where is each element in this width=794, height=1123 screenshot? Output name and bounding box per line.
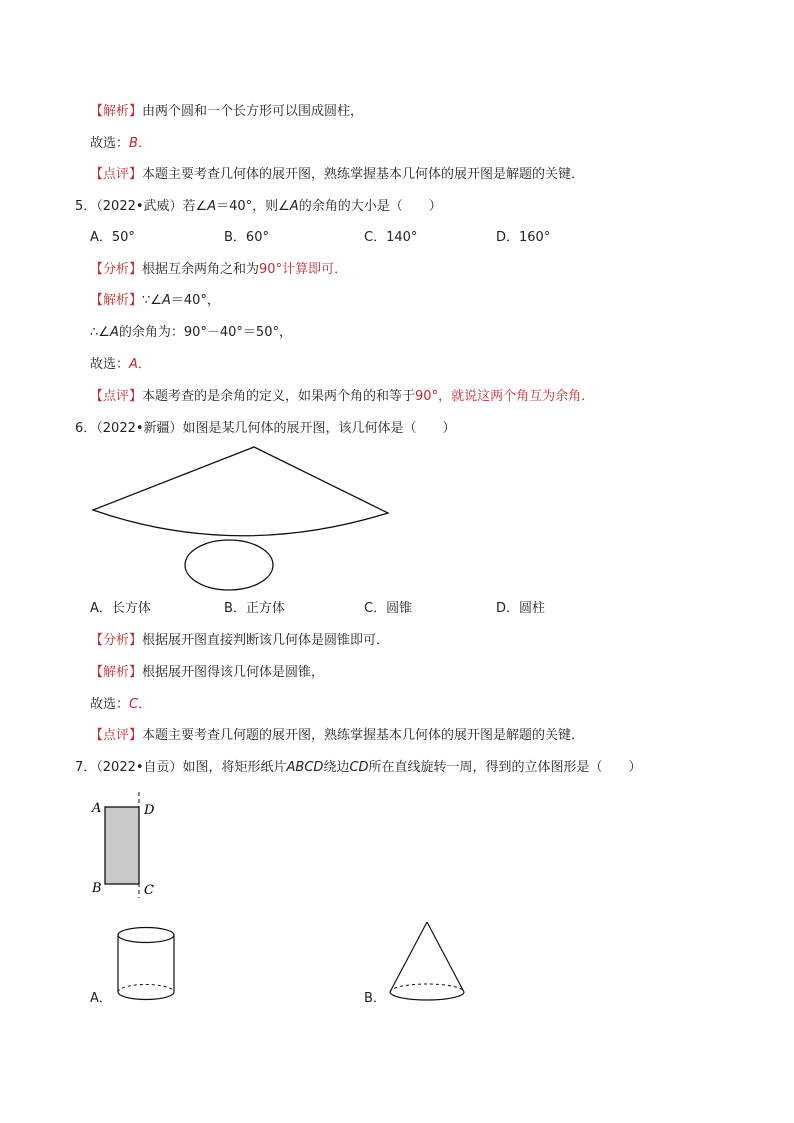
- answer-prefix: 故选：: [90, 136, 130, 151]
- q5-option-c: C．140°: [364, 230, 418, 245]
- angle-var: A: [109, 325, 119, 340]
- cone-net-figure: [88, 440, 398, 596]
- q5-answer-line: [90, 356, 151, 374]
- rectangle-rotation-figure: [86, 788, 166, 900]
- angle-var: A: [207, 199, 217, 214]
- step-text: 的余角为：90°－40°＝50°，: [118, 325, 292, 340]
- stem-part: 所在直线旋转一周，得到的立体图形是（ ）: [368, 760, 642, 775]
- answer-suffix: ．: [137, 136, 151, 151]
- vertex-label-d: D: [144, 803, 155, 818]
- vertex-label-b: B: [92, 881, 102, 896]
- angle-var: A: [161, 293, 171, 308]
- q6-dianping-line: [90, 727, 584, 745]
- q5-fenxi-line: [90, 261, 347, 279]
- jiexi-text: ＝40°，: [170, 293, 220, 308]
- vertex-label-c: C: [144, 883, 154, 898]
- fenxi-text: 根据互余两角之和为: [142, 262, 260, 277]
- q5-step-line: [90, 324, 292, 342]
- dianping-text: 本题考查的是余角的定义，如果两个角的和等于: [142, 389, 416, 404]
- fenxi-tag: 【分析】: [90, 633, 143, 648]
- jiexi-text: 根据展开图得该几何体是圆锥，: [142, 665, 325, 680]
- jiexi-text: ∵∠: [142, 293, 162, 308]
- cone-lateral-sector: [93, 447, 388, 536]
- q5-dianping-line: [90, 388, 594, 406]
- q7-option-b: B．: [364, 991, 386, 1006]
- stem-part: 绕边: [323, 760, 350, 775]
- answer-suffix: ．: [137, 357, 151, 372]
- stem-part: 5．（2022•武威）若∠: [75, 199, 208, 214]
- angle-var: A: [289, 199, 299, 214]
- dianping-tag: 【点评】: [90, 389, 143, 404]
- q6-option-a: A．长方体: [90, 601, 151, 616]
- cone-figure: [384, 918, 472, 1008]
- cylinder-bottom-back: [118, 985, 174, 993]
- q5-stem: [75, 198, 442, 216]
- q6-option-d: D．圆柱: [496, 601, 546, 616]
- dianping-text-red: 90°，就说这两个角互为余角．: [415, 389, 595, 404]
- q4-dianping-line: [90, 166, 584, 184]
- answer-letter: B: [129, 136, 138, 151]
- answer-letter: C: [129, 697, 139, 712]
- q5-option-b: B．60°: [224, 230, 269, 245]
- rect-name: ABCD: [286, 760, 324, 775]
- q5-option-a: A．50°: [90, 230, 135, 245]
- q7-stem: [75, 759, 642, 777]
- q6-stem: 6．（2022•新疆）如图是某几何体的展开图，该几何体是（ ）: [75, 421, 456, 436]
- dianping-tag: 【点评】: [90, 728, 143, 743]
- jiexi-tag: 【解析】: [90, 293, 143, 308]
- q6-fenxi-line: [90, 632, 389, 650]
- dianping-text: 本题主要考查几何体的展开图，熟练掌握基本几何体的展开图是解题的关键．: [142, 167, 585, 182]
- jiexi-tag: 【解析】: [90, 104, 143, 119]
- q6-answer-line: [90, 696, 151, 714]
- cone-side: [390, 922, 427, 992]
- fenxi-tag: 【分析】: [90, 262, 143, 277]
- q4-answer-line: [90, 135, 151, 153]
- dianping-tag: 【点评】: [90, 167, 143, 182]
- q6-option-c: C．圆锥: [364, 601, 413, 616]
- vertex-label-a: A: [92, 801, 102, 816]
- cylinder-top: [118, 928, 174, 943]
- q5-jiexi-line: [90, 292, 220, 310]
- answer-letter: A: [129, 357, 138, 372]
- answer-prefix: 故选：: [90, 697, 130, 712]
- fenxi-text: 根据展开图直接判断该几何体是圆锥即可．: [142, 633, 390, 648]
- edge-name: CD: [349, 760, 369, 775]
- q6-jiexi-line: [90, 664, 324, 682]
- dianping-text: 本题主要考查几何题的展开图，熟练掌握基本几何体的展开图是解题的关键．: [142, 728, 585, 743]
- stem-part: 7．（2022•自贡）如图，将矩形纸片: [75, 760, 287, 775]
- rectangle-abcd: [105, 807, 139, 884]
- stem-part: 的余角的大小是（ ）: [298, 199, 442, 214]
- answer-suffix: ．: [138, 697, 152, 712]
- q7-option-a: A．: [90, 991, 112, 1006]
- jiexi-tag: 【解析】: [90, 665, 143, 680]
- cone-side: [427, 922, 464, 992]
- cone-base-circle: [185, 540, 273, 590]
- cylinder-bottom-front: [118, 992, 174, 1000]
- cone-base-back: [390, 984, 464, 992]
- stem-part: ＝40°，则∠: [216, 199, 290, 214]
- jiexi-text: 由两个圆和一个长方形可以围成圆柱，: [142, 104, 364, 119]
- q5-option-d: D．160°: [496, 230, 551, 245]
- q6-option-b: B．正方体: [224, 601, 285, 616]
- cylinder-figure: [112, 922, 182, 1006]
- step-text: ∴∠: [90, 325, 110, 340]
- fenxi-text-red: 90°计算即可．: [259, 262, 348, 277]
- cone-base-front: [390, 992, 464, 1000]
- q4-jiexi-line: [90, 103, 363, 121]
- answer-prefix: 故选：: [90, 357, 130, 372]
